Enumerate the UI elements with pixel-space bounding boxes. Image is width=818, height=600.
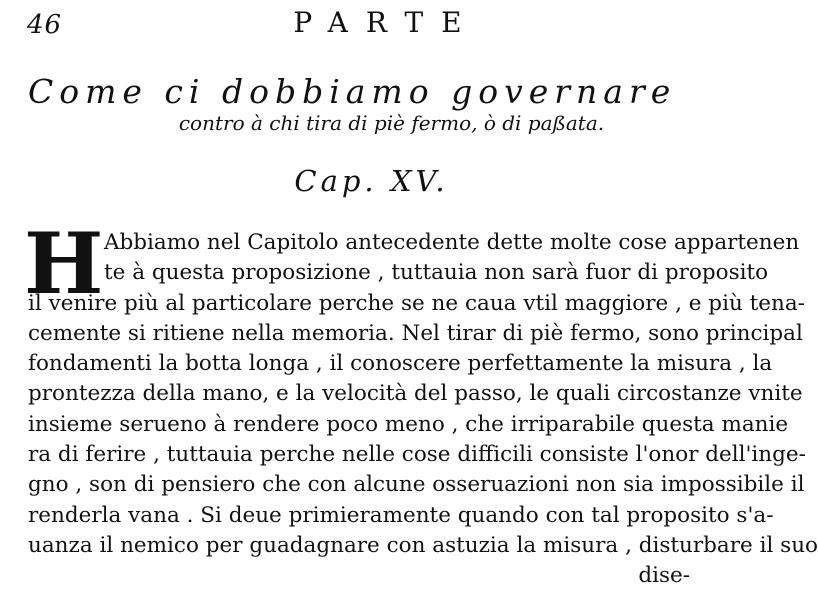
text-line: ra di ferire , tuttauia perche nelle cose difficili consiste l'onor dell'inge-	[28, 442, 806, 468]
catchword: dise-	[638, 563, 690, 589]
body-text	[28, 228, 818, 592]
text-line: insieme serueno à rendere poco meno , che irriparabile questa manie	[28, 411, 789, 437]
text-line: renderla vana . Si deue primieramente quando con tal proposito s'a-	[28, 502, 774, 528]
text-line: cemente si ritiene nella memoria. Nel tirar di piè fermo, sono principal	[28, 320, 803, 346]
chapter-title: Come ci dobbiamo governare	[28, 72, 677, 111]
running-head: PARTE	[293, 6, 480, 39]
text-line: fondamenti la botta longa , il conoscere perfettamente la misura , la	[28, 351, 773, 377]
chapter-subtitle: contro à chi tira di piè fermo, ò di paßata.	[178, 111, 605, 135]
text-line: gno , son di pensiero che con alcune osseruazioni non sia impossibile il	[28, 472, 805, 498]
text-line: uanza il nemico per guadagnare con astuzia la misura , disturbare il suo	[28, 532, 818, 558]
text-line: il venire più al particolare perche se ne caua vtil maggiore , e più tena-	[28, 290, 805, 316]
text-line: prontezza della mano, e la velocità del passo, le quali circostanze vnite	[28, 381, 803, 407]
drop-cap-initial: H	[24, 214, 104, 313]
text-line: te à questa proposizione , tuttauia non sarà fuor di proposito	[104, 260, 769, 286]
page-number: 46	[27, 10, 63, 40]
chapter-number: Cap. XV.	[294, 164, 449, 198]
text-line: Abbiamo nel Capitolo antecedente dette molte cose appartenen	[104, 230, 800, 255]
